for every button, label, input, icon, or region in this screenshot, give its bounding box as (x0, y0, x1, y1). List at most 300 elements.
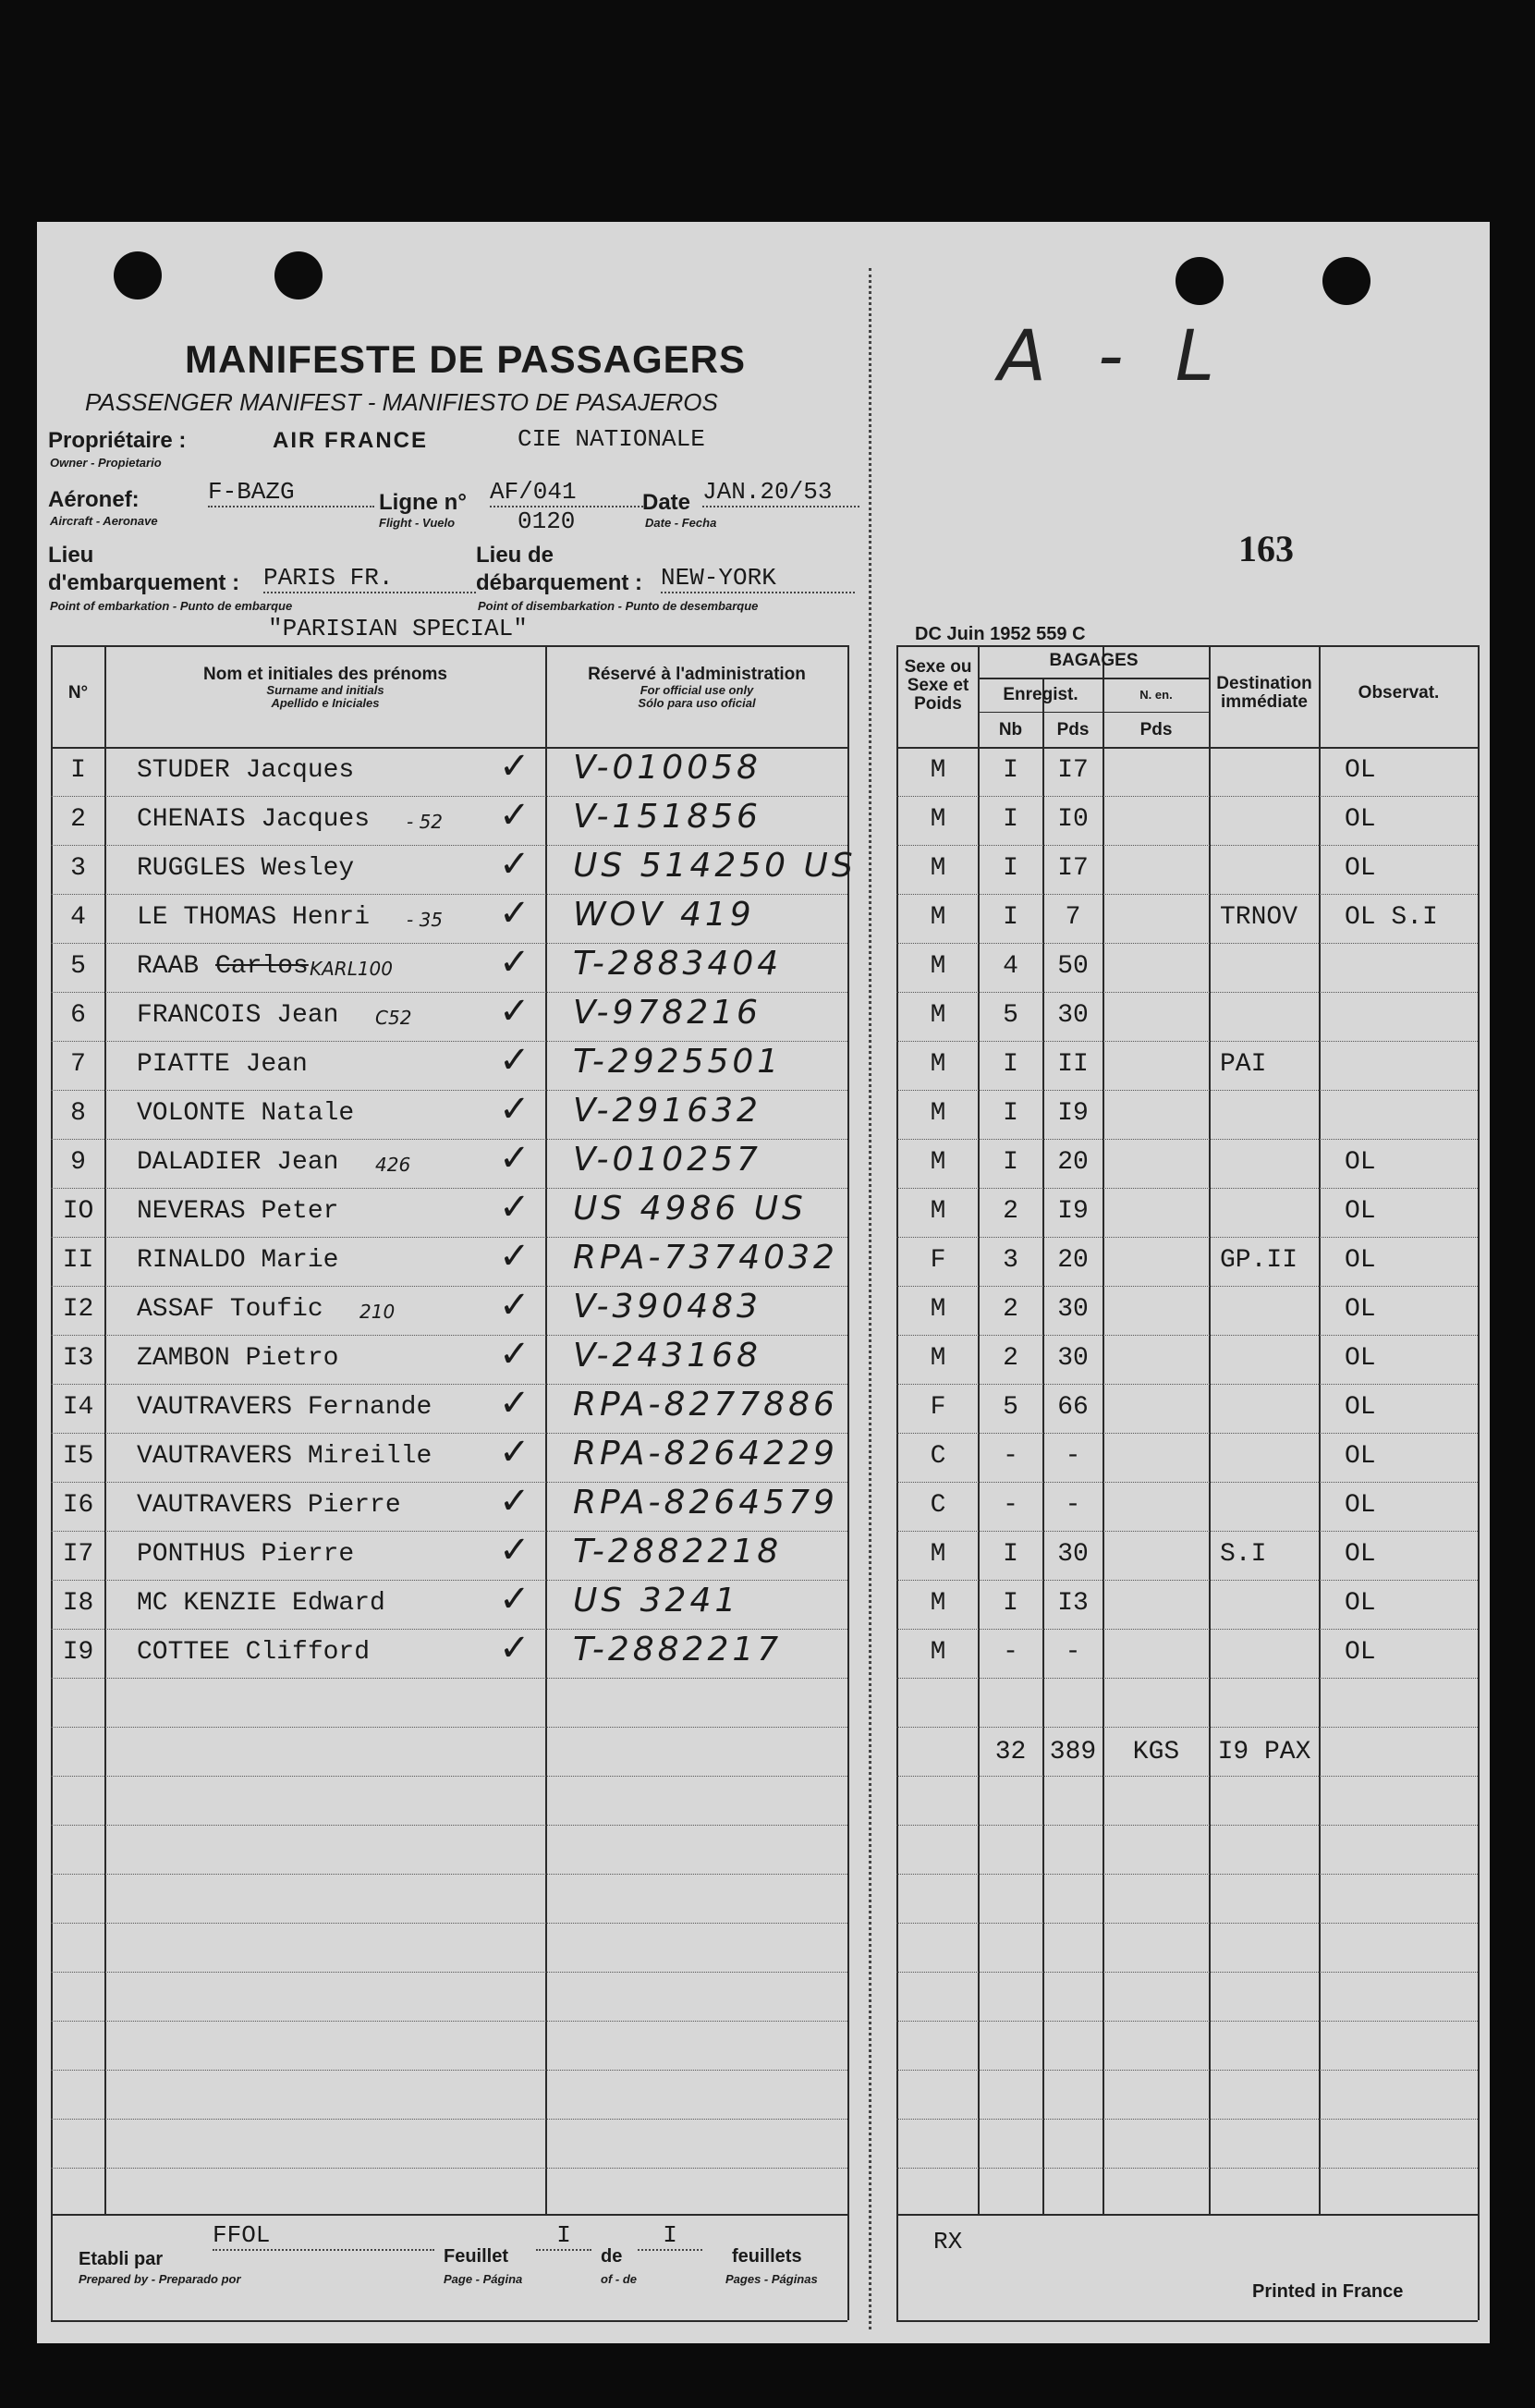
row-separator (896, 1678, 1478, 1679)
baggage-count: 2 (1003, 1295, 1018, 1324)
row-separator (896, 1629, 1478, 1630)
punch-hole (274, 251, 323, 299)
prepared-value: FFOL (213, 2221, 434, 2251)
check-mark-icon: ✓ (499, 990, 530, 1033)
total-pax: I9 PAX (1217, 1738, 1311, 1766)
row-separator (896, 2070, 1478, 2071)
col-header-name (105, 666, 545, 709)
table-top-left (51, 645, 847, 647)
baggage-weight: I0 (1057, 805, 1089, 834)
passenger-sex: M (930, 1001, 946, 1030)
col-header-name-sub1: Surname and initials (266, 682, 384, 697)
manifest-sheet (37, 222, 1490, 2343)
baggage-weight: - (1065, 1491, 1081, 1520)
observation: OL (1345, 1246, 1376, 1275)
col-header-baggage: BAGAGES (1049, 651, 1139, 670)
baggage-count: 2 (1003, 1344, 1018, 1373)
row-separator (51, 2070, 847, 2071)
observation: OL (1345, 1491, 1376, 1520)
document-number: US 514250 US (573, 847, 857, 885)
row-number: 2 (70, 805, 86, 834)
baggage-count: I (1003, 903, 1018, 932)
row-separator (896, 1188, 1478, 1189)
check-mark-icon: ✓ (499, 1333, 530, 1375)
row-separator (896, 1972, 1478, 1973)
col-header-non-reg: N. en. (1139, 688, 1173, 702)
baggage-count: 3 (1003, 1246, 1018, 1275)
prepared-label: Etabli par (79, 2249, 164, 2269)
document-number: V-010058 (573, 749, 761, 787)
baggage-weight: 30 (1057, 1344, 1089, 1373)
baggage-count: I (1003, 1099, 1018, 1128)
row-number: 4 (70, 903, 86, 932)
passenger-name: VAUTRAVERS Pierre (137, 1491, 401, 1520)
row-separator (51, 1384, 847, 1385)
observation: OL (1345, 756, 1376, 785)
baggage-weight: 50 (1057, 952, 1089, 981)
passenger-sex: M (930, 1344, 946, 1373)
col-header-registered: Enregist. (1003, 685, 1078, 704)
row-separator (896, 1874, 1478, 1875)
observation: OL (1345, 1638, 1376, 1667)
passenger-sex: M (930, 1295, 946, 1324)
col-header-reserved-sub2: Sólo para uso oficial (638, 695, 756, 710)
passenger-name: ZAMBON Pietro (137, 1344, 339, 1373)
col-header-pds: Pds (1056, 720, 1090, 740)
row-separator (896, 2119, 1478, 2120)
owner-label: Propriétaire : (48, 428, 187, 453)
check-mark-icon: ✓ (499, 1529, 530, 1571)
row-separator (896, 1041, 1478, 1042)
flight-value-2: 0120 (518, 507, 576, 535)
col-rule (1478, 645, 1480, 2320)
row-separator (51, 1629, 847, 1630)
check-mark-icon: ✓ (499, 1382, 530, 1424)
document-number: US 3241 (573, 1582, 740, 1620)
row-separator (51, 1678, 847, 1679)
col-header-no: N° (67, 683, 89, 703)
row-separator (896, 1335, 1478, 1336)
total-nb: 32 (994, 1738, 1027, 1766)
row-separator (51, 1286, 847, 1287)
row-separator (51, 1188, 847, 1189)
check-mark-icon: ✓ (499, 1088, 530, 1131)
check-mark-icon: ✓ (499, 1431, 530, 1473)
footer-bottom-left (51, 2320, 847, 2322)
page-title: MANIFESTE DE PASSAGERS (185, 337, 746, 381)
row-separator (51, 1041, 847, 1042)
document-number: T-2882218 (573, 1533, 783, 1571)
row-separator (896, 1482, 1478, 1483)
check-mark-icon: ✓ (499, 794, 530, 837)
row-separator (896, 2168, 1478, 2169)
handwritten-annotation: - 52 (407, 811, 444, 833)
observation: OL (1345, 1197, 1376, 1226)
passenger-sex: F (930, 1393, 946, 1422)
col-header-reserved-label: Réservé à l'administration (588, 665, 806, 684)
row-number: I4 (62, 1393, 94, 1422)
observation: OL (1345, 1393, 1376, 1422)
disembark-value: NEW-YORK (661, 564, 855, 593)
row-separator (51, 1580, 847, 1581)
row-number: 7 (70, 1050, 86, 1079)
document-number: RPA-8264229 (573, 1435, 838, 1473)
baggage-count: 2 (1003, 1197, 1018, 1226)
row-separator (896, 1531, 1478, 1532)
col-header-name-label: Nom et initiales des prénoms (203, 665, 447, 684)
check-mark-icon: ✓ (499, 843, 530, 886)
row-separator (896, 1776, 1478, 1777)
row-separator (896, 1237, 1478, 1238)
owner-typed: CIE NATIONALE (518, 425, 705, 453)
special-name: "PARISIAN SPECIAL" (268, 615, 528, 642)
passenger-sex: C (930, 1491, 946, 1520)
of-value: I (638, 2221, 702, 2251)
date-sub: Date - Fecha (645, 516, 717, 530)
passenger-sex: M (930, 1589, 946, 1618)
row-separator (51, 1090, 847, 1091)
of-label: de (601, 2246, 623, 2267)
col-header-reserved (546, 666, 847, 709)
row-separator (51, 1482, 847, 1483)
date-value: JAN.20/53 (702, 478, 859, 507)
document-number: RPA-8264579 (573, 1484, 838, 1522)
baggage-count: I (1003, 854, 1018, 883)
row-number: 8 (70, 1099, 86, 1128)
total-unit: KGS (1132, 1738, 1180, 1766)
sheet-label: Feuillet (444, 2246, 509, 2267)
handwritten-annotation: KARL100 (310, 958, 394, 980)
check-mark-icon: ✓ (499, 745, 530, 788)
table-bottom-left (51, 2214, 847, 2216)
passenger-sex: M (930, 805, 946, 834)
owner-sub: Owner - Propietario (50, 456, 162, 470)
flight-sub: Flight - Vuelo (379, 516, 456, 530)
col-header-destination: Destination immédiate (1216, 674, 1312, 712)
col-rule (545, 645, 547, 2214)
passenger-name: RINALDO Marie (137, 1246, 339, 1275)
passenger-name: COTTEE Clifford (137, 1638, 371, 1667)
row-separator (51, 1433, 847, 1434)
row-number: I3 (62, 1344, 94, 1373)
baggage-weight: - (1065, 1442, 1081, 1471)
observation: OL (1345, 1540, 1376, 1569)
check-mark-icon: ✓ (499, 1480, 530, 1522)
owner-value: AIR FRANCE (273, 428, 428, 453)
baggage-weight: 20 (1057, 1246, 1089, 1275)
passenger-sex: C (930, 1442, 946, 1471)
passenger-sex: M (930, 1099, 946, 1128)
document-number: T-2883404 (573, 945, 783, 983)
row-separator (51, 1776, 847, 1777)
row-separator (51, 1531, 847, 1532)
baggage-weight: I9 (1057, 1099, 1089, 1128)
check-mark-icon: ✓ (499, 1627, 530, 1669)
col-header-observ: Observat. (1358, 683, 1440, 703)
check-mark-icon: ✓ (499, 1235, 530, 1277)
document-number: RPA-7374032 (573, 1239, 838, 1277)
baggage-count: 5 (1003, 1393, 1018, 1422)
baggage-weight: I3 (1057, 1589, 1089, 1618)
embark-sub: Point of embarkation - Punto de embarque (50, 599, 293, 613)
passenger-sex: M (930, 854, 946, 883)
row-separator (896, 2021, 1478, 2022)
row-number: I2 (62, 1295, 94, 1324)
sheet-sub: Page - Página (444, 2272, 523, 2286)
handwritten-letters: A - L (998, 314, 1230, 397)
document-number: V-291632 (573, 1092, 761, 1130)
passenger-name: CHENAIS Jacques (137, 805, 371, 834)
document-number: V-243168 (573, 1337, 761, 1375)
baggage-weight: I9 (1057, 1197, 1089, 1226)
destination: TRNOV (1220, 903, 1298, 932)
observation: OL (1345, 1148, 1376, 1177)
baggage-weight: - (1065, 1638, 1081, 1667)
sheets-sub: Pages - Páginas (725, 2272, 818, 2286)
embark-value: PARIS FR. (263, 564, 476, 593)
baggage-weight: II (1057, 1050, 1089, 1079)
col-header-name-sub2: Apellido e Iniciales (271, 695, 380, 710)
punch-hole (1176, 257, 1224, 305)
row-separator (51, 1874, 847, 1875)
col-rule (1209, 645, 1211, 2214)
footer-code: RX (933, 2228, 963, 2255)
observation: OL (1345, 1295, 1376, 1324)
passenger-name: PONTHUS Pierre (137, 1540, 355, 1569)
row-separator (51, 796, 847, 797)
check-mark-icon: ✓ (499, 1039, 530, 1082)
row-separator (51, 1335, 847, 1336)
embark-label-1: Lieu (48, 543, 94, 568)
handwritten-annotation: - 35 (407, 909, 444, 931)
row-separator (896, 1384, 1478, 1385)
punch-hole (114, 251, 162, 299)
header-bottom-right (896, 747, 1478, 749)
document-number: US 4986 US (573, 1190, 807, 1228)
aircraft-value: F-BAZG (208, 478, 374, 507)
passenger-name: RUGGLES Wesley (137, 854, 355, 883)
passenger-name: MC KENZIE Edward (137, 1589, 385, 1618)
passenger-name: VAUTRAVERS Fernande (137, 1393, 432, 1422)
aircraft-label: Aéronef: (48, 487, 140, 512)
passenger-sex: M (930, 1540, 946, 1569)
form-code: DC Juin 1952 559 C (915, 624, 1086, 644)
baggage-weight: 7 (1065, 903, 1081, 932)
passenger-name: NEVERAS Peter (137, 1197, 339, 1226)
baggage-weight: 66 (1057, 1393, 1089, 1422)
col-header-sex: Sexe ou Sexe et Poids (904, 657, 972, 714)
row-separator (896, 796, 1478, 797)
sheet-value: I (536, 2221, 591, 2251)
document-number: V-978216 (573, 994, 761, 1032)
baggage-count: - (1003, 1491, 1018, 1520)
baggage-count: - (1003, 1442, 1018, 1471)
document-number: V-010257 (573, 1141, 761, 1179)
passenger-sex: M (930, 756, 946, 785)
destination: S.I (1220, 1540, 1267, 1569)
row-separator (51, 2119, 847, 2120)
row-separator (896, 1433, 1478, 1434)
page-subtitle: PASSENGER MANIFEST - MANIFIESTO DE PASAJEROS (85, 388, 718, 416)
check-mark-icon: ✓ (499, 1284, 530, 1326)
passenger-name: RAAB (137, 952, 200, 981)
flight-value: AF/041 (490, 478, 647, 507)
passenger-name: FRANCOIS Jean (137, 1001, 339, 1030)
registered-divider (978, 712, 1209, 713)
row-separator (51, 2021, 847, 2022)
row-number: 6 (70, 1001, 86, 1030)
passenger-sex: M (930, 1638, 946, 1667)
baggage-weight: 30 (1057, 1540, 1089, 1569)
baggage-count: I (1003, 805, 1018, 834)
row-separator (51, 1923, 847, 1924)
baggage-weight: 30 (1057, 1001, 1089, 1030)
check-mark-icon: ✓ (499, 1137, 530, 1180)
row-number: I5 (62, 1442, 94, 1471)
row-number: I9 (62, 1638, 94, 1667)
of-sub: of - de (601, 2272, 637, 2286)
document-number: WOV 419 (573, 896, 755, 934)
row-separator (51, 1727, 847, 1728)
sheets-label: feuillets (732, 2246, 802, 2267)
col-rule (1319, 645, 1321, 2214)
passenger-sex: M (930, 1197, 946, 1226)
col-header-reserved-sub1: For official use only (640, 682, 754, 697)
passenger-sex: M (930, 1148, 946, 1177)
row-separator (51, 894, 847, 895)
row-number: IO (62, 1197, 94, 1226)
aircraft-sub: Aircraft - Aeronave (50, 514, 158, 528)
row-separator (896, 1580, 1478, 1581)
destination: PAI (1220, 1050, 1267, 1079)
flight-label: Ligne n° (379, 490, 467, 515)
col-rule (1103, 645, 1104, 2214)
document-number: T-2882217 (573, 1631, 783, 1668)
table-top-right (896, 645, 1478, 647)
embark-label-2: d'embarquement : (48, 570, 240, 595)
row-separator (896, 845, 1478, 846)
observation: OL (1345, 1344, 1376, 1373)
disembark-sub: Point of disembarkation - Punto de desembarque (478, 599, 759, 613)
row-number: I8 (62, 1589, 94, 1618)
total-pds: 389 (1049, 1738, 1097, 1766)
baggage-weight: I7 (1057, 756, 1089, 785)
passenger-sex: M (930, 1050, 946, 1079)
passenger-name: VAUTRAVERS Mireille (137, 1442, 432, 1471)
row-separator (896, 1090, 1478, 1091)
observation: OL (1345, 805, 1376, 834)
page-stamp: 163 (1238, 528, 1294, 569)
row-number: 5 (70, 952, 86, 981)
baggage-divider (978, 678, 1209, 679)
baggage-weight: 30 (1057, 1295, 1089, 1324)
date-label: Date (642, 490, 691, 515)
row-number: I (70, 756, 86, 785)
document-number: T-2925501 (573, 1043, 783, 1081)
row-separator (51, 992, 847, 993)
baggage-count: I (1003, 756, 1018, 785)
handwritten-annotation: C52 (375, 1007, 412, 1029)
row-separator (51, 845, 847, 846)
row-separator (51, 1825, 847, 1826)
observation: OL (1345, 1442, 1376, 1471)
document-number: V-151856 (573, 798, 761, 836)
passenger-sex: M (930, 952, 946, 981)
passenger-name: PIATTE Jean (137, 1050, 308, 1079)
baggage-count: I (1003, 1589, 1018, 1618)
baggage-count: 5 (1003, 1001, 1018, 1030)
prepared-sub: Prepared by - Preparado por (79, 2272, 241, 2286)
row-separator (896, 894, 1478, 895)
row-separator (896, 1825, 1478, 1826)
document-number: RPA-8277886 (573, 1386, 838, 1424)
footer-bottom-right (896, 2320, 1478, 2322)
disembark-label-2: débarquement : (476, 570, 643, 595)
row-number: 3 (70, 854, 86, 883)
handwritten-annotation: 210 (359, 1301, 396, 1323)
punch-hole (1322, 257, 1371, 305)
row-separator (896, 1139, 1478, 1140)
row-separator (896, 1923, 1478, 1924)
disembark-label-1: Lieu de (476, 543, 554, 568)
row-number: 9 (70, 1148, 86, 1177)
check-mark-icon: ✓ (499, 1578, 530, 1620)
baggage-weight: 20 (1057, 1148, 1089, 1177)
fold-line (869, 268, 874, 2329)
observation: OL (1345, 854, 1376, 883)
handwritten-annotation: 426 (375, 1154, 411, 1176)
passenger-name: DALADIER Jean (137, 1148, 339, 1177)
passenger-name: ASSAF Toufic (137, 1295, 323, 1324)
row-separator (51, 1237, 847, 1238)
baggage-count: I (1003, 1148, 1018, 1177)
passenger-name: VOLONTE Natale (137, 1099, 355, 1128)
printed-in-france: Printed in France (1252, 2281, 1404, 2302)
struck-name: Carlos (215, 952, 309, 981)
row-separator (896, 943, 1478, 944)
row-separator (896, 1727, 1478, 1728)
row-separator (896, 1286, 1478, 1287)
check-mark-icon: ✓ (499, 941, 530, 984)
col-rule (847, 645, 849, 2320)
row-number: I7 (62, 1540, 94, 1569)
col-header-non-reg-pds: Pds (1139, 720, 1173, 740)
passenger-name: STUDER Jacques (137, 756, 355, 785)
row-separator (896, 992, 1478, 993)
baggage-count: - (1003, 1638, 1018, 1667)
passenger-sex: F (930, 1246, 946, 1275)
row-separator (51, 1972, 847, 1973)
passenger-name: LE THOMAS Henri (137, 903, 371, 932)
row-separator (51, 1139, 847, 1140)
baggage-count: I (1003, 1540, 1018, 1569)
row-separator (51, 943, 847, 944)
observation: OL (1345, 1589, 1376, 1618)
row-separator (51, 2168, 847, 2169)
row-number: II (62, 1246, 94, 1275)
destination: GP.II (1220, 1246, 1298, 1275)
observation: OL S.I (1345, 903, 1438, 932)
baggage-count: 4 (1003, 952, 1018, 981)
col-header-nb: Nb (998, 720, 1023, 740)
passenger-sex: M (930, 903, 946, 932)
document-number: V-390483 (573, 1288, 761, 1326)
row-number: I6 (62, 1491, 94, 1520)
table-bottom-right (896, 2214, 1478, 2216)
baggage-weight: I7 (1057, 854, 1089, 883)
check-mark-icon: ✓ (499, 1186, 530, 1228)
check-mark-icon: ✓ (499, 892, 530, 935)
